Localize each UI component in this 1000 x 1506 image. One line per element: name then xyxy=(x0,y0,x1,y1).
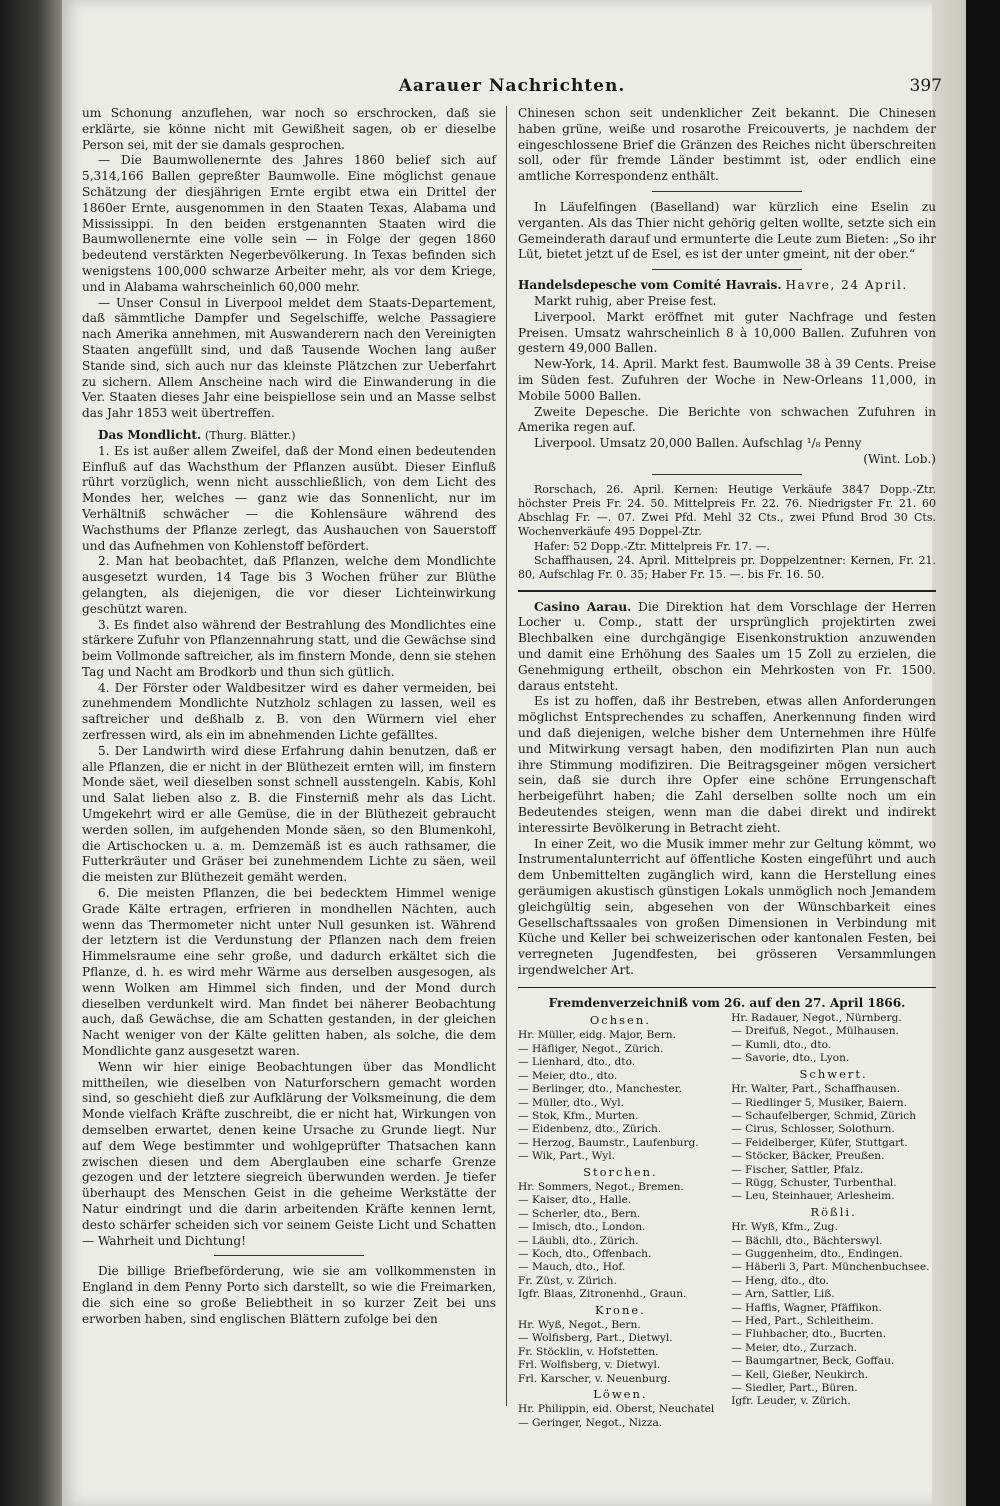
guest-entry: — Fluhbacher, dto., Bucrten. xyxy=(731,1328,886,1341)
section-divider xyxy=(652,191,802,192)
guest-entry: Hr. Philippin, eid. Oberst, Neuchatel xyxy=(518,1403,715,1416)
casino-first-paragraph xyxy=(518,600,936,695)
article-paragraph: — Unser Consul in Liverpool meldet dem Staats-Departement, daß sämmtliche Dampfer und Segelschiffe, welche Passagiere nach Amerika annehmen, mit Auswanderern nach den Vereinigten Staaten angefüllt sind, und daß Tausende Wochen lang außer Stande sind, sich auch nur das kleinste Plätzchen zur Ueberfahrt zu sichern. Allem Anscheine nach wird die Einwanderung in die Ver. Staaten dieses Jahr eine beispiellose sein und an Masse selbst das Jahr 1853 weit übertreffen. xyxy=(82,295,496,421)
market-report: Schaffhausen, 24. April. Mittelpreis pr. Doppelzentner: Kernen, Fr. 21. 80, Aufschlag Fr. 0. 35; Haber Fr. 15. —. bis Fr. 16. 50. xyxy=(518,553,936,581)
guest-entry: — Eidenbenz, dto., Zürich. xyxy=(518,1123,662,1136)
section-divider xyxy=(652,474,802,475)
guest-entry: — Hed, Part., Schleitheim. xyxy=(731,1315,874,1328)
guest-register xyxy=(518,1012,936,1430)
hotel-label: Storchen. xyxy=(583,1164,658,1179)
column-divider xyxy=(506,106,507,1406)
guest-entry: Igfr. Leuder, v. Zürich. xyxy=(731,1395,851,1408)
guest-entry: Fr. Stöcklin, v. Hofstetten. xyxy=(518,1345,659,1358)
market-report: Hafer: 52 Dopp.-Ztr. Mittelpreis Fr. 17. —. xyxy=(534,539,770,553)
guest-entry: — Guggenheim, dto., Endingen. xyxy=(731,1247,903,1260)
article-paragraph: Wenn wir hier einige Beobachtungen über das Mondlicht mittheilen, wie dieselben von Naturforschern gemacht worden sind, so geschieht dieß zur Aufklärung der Volksmeinung, die dem Monde vielfach Kräfte zuschreibt, die er nicht hat, Wirkungen von demselben erwartet, denen keine Ursache zu Grunde liegt. Nur auf dem Wege bestimmter und wohlgeprüfter Thatsachen kann zwischen diesen und dem Aberglauben eine scharfe Grenze gezogen und der letztere siegreich überwunden werden. Je tiefer überhaupt des Menschen Geist in die geheime Werkstätte der Natur eindringt und die darin arbeitenden Kräfte kennen lernt, desto schärfer scheiden sich vor seinem Geiste Licht und Schatten — Wahrheit und Dichtung! xyxy=(82,1059,496,1248)
article-paragraph: In einer Zeit, wo die Musik immer mehr zur Geltung kömmt, wo Instrumentalunterricht auf öffentliche Kosten eingeführt und auch dem Unbemittelten zugänglich wird, kann die Herstellung eines geräumigen akustisch günstigen Lokals unmöglich noch Jemandem gleichgültig sein, abgesehen von der Wünschbarkeit eines Gesellschaftssaales von großen Dimensionen in Verbindung mit Küche und Keller bei schweizerischen oder kantonalen Festen, bei verregneten Jugendfesten, bei grösseren Versammlungen irgendwelcher Art. xyxy=(518,836,936,977)
article-paragraph: um Schonung anzuflehen, war noch so erschrocken, daß sie erklärte, sie könne nicht mit Gewißheit sagen, ob er dieselbe Person sei, mit der sie damals gesprochen. xyxy=(82,106,496,152)
guest-entry: — Schaufelberger, Schmid, Zürich xyxy=(731,1109,917,1122)
guest-entry: — Herzog, Baumstr., Laufenburg. xyxy=(518,1136,699,1149)
guest-entry: — Fischer, Sattler, Pfalz. xyxy=(731,1163,864,1176)
mondlicht-heading-line xyxy=(82,428,496,444)
guest-entry: — Wik, Part., Wyl. xyxy=(518,1150,615,1163)
casino-text: Die Direktion hat dem Vorschlage der Herren Locher u. Comp., statt der ursprünglich projektirten zwei Blechbalken eine durchgängige Eisenkonstruktion anzuwenden und damit eine Erhöhung des Saales um 15 Zoll zu erzielen, die Genehmigung ertheilt, obschon ein Mehrkosten von Fr. 1500. daraus entsteht. xyxy=(518,599,936,693)
mondlicht-heading: Das Mondlicht. xyxy=(98,427,202,442)
market-line: New-York, 14. April. Markt fest. Baumwolle 38 à 39 Cents. Preise im Süden fest. Zufuhren der Woche in New-Orleans 11,000, in Mobile 5000 Ballen. xyxy=(518,357,936,403)
guest-entry: — Koch, dto., Offenbach. xyxy=(518,1247,652,1260)
guest-entry: Frl. Karscher, v. Neuenburg. xyxy=(518,1372,671,1385)
guest-entry: — Häberli 3, Part. Münchenbuchsee. xyxy=(731,1261,930,1274)
guest-entry: — Kaiser, dto., Halle. xyxy=(518,1194,632,1207)
guest-entry: — Lienhard, dto., dto. xyxy=(518,1056,636,1069)
fremden-heading-text: Fremdenverzeichniß vom 26. auf den 27. April 1866. xyxy=(548,996,906,1011)
article-paragraph: Es ist zu hoffen, daß ihr Bestreben, etwas allen Anforderungen möglichst Entsprechendes zu schaffen, Anerkennung finden wird und daß diejenigen, welche bisher dem Unternehmen ihre Hülfe und Mitwirkung versagt haben, den modifizirten Plan nun auch ihre Stimmung modifiziren. Die Beitragsgeiner mögen versichert sein, daß sie durch ihre Opfer eine schöne Errungenschaft herbeigeführt haben; die Zahl derselben sollte noch um ein Bedeutendes steigen, wenn man die dabei direkt und indirekt interessirte Bevölkerung in Betracht zieht. xyxy=(518,694,936,835)
right-column xyxy=(518,106,936,1430)
guest-entry: — Cirus, Schlosser, Solothurn. xyxy=(731,1123,895,1136)
guest-entry: — Siedler, Part., Büren. xyxy=(731,1382,858,1395)
register-right-column xyxy=(731,1012,936,1430)
guest-entry: Hr. Sommers, Negot., Bremen. xyxy=(518,1180,684,1193)
guest-entry: — Bächli, dto., Bächterswyl. xyxy=(731,1234,883,1247)
guest-entry: — Imisch, dto., London. xyxy=(518,1221,646,1234)
guest-entry: — Mauch, dto., Hof. xyxy=(518,1261,626,1274)
market-line: Liverpool. Markt eröffnet mit guter Nachfrage und festen Preisen. Umsatz wahrscheinlich 8 à 10,000 Ballen. Zufuhren von gestern 49,000 Ballen. xyxy=(518,309,936,356)
guest-entry: — Kumli, dto., dto. xyxy=(731,1038,832,1051)
handel-heading: Handelsdepesche vom Comité Havrais. xyxy=(518,278,782,293)
left-column xyxy=(82,106,496,1328)
hotel-label: Ochsen. xyxy=(589,1013,651,1028)
page-header xyxy=(82,76,942,104)
guest-entry: Hr. Radauer, Negot., Nürnberg. xyxy=(731,1012,902,1025)
article-paragraph: 4. Der Förster oder Waldbesitzer wird es daher vermeiden, bei zunehmendem Mondlichte Nutzholz schlagen zu lassen, weil es saftreicher und deßhalb z. B. von den Würmern viel eher zerfressen wird, als ein im abnehmenden Lichte gefälltes. xyxy=(82,680,496,743)
guest-entry: — Stok, Kfm., Murten. xyxy=(518,1109,639,1122)
article-paragraph: Die billige Briefbeförderung, wie sie am vollkommensten in England in dem Penny Porto sich darstellt, so wie die Freimarken, die sich eine so große Beliebtheit in so kurzer Zeit bei uns erworben haben, sind englischen Blättern zufolge bei den xyxy=(82,1264,496,1326)
section-rule xyxy=(518,590,936,592)
guest-entry: — Riedlinger 5, Musiker, Baiern. xyxy=(731,1096,907,1109)
newspaper-title: Aarauer Nachrichten. xyxy=(398,76,626,96)
market-line: Markt ruhig, aber Preise fest. xyxy=(534,293,717,308)
register-left-column xyxy=(518,1012,723,1430)
casino-heading: Casino Aarau. xyxy=(534,599,632,614)
article-paragraph: 6. Die meisten Pflanzen, die bei bedecktem Himmel wenige Grade Kälte ertragen, erfrieren in mondhellen Nächten, auch wenn das Thermometer nicht unter Null gesunken ist. Während der letztern ist die Verdunstung der Pflanzen nach dem freien Himmelsraume eine sehr große, und dadurch erkältet sich die Pflanze, d. h. es wird mehr Wärme aus derselben ausgesogen, als wenn Wolken am Himmel sich finden, und der Mond durch dieselben verdunkelt wird. Man findet bei näherer Beobachtung auch, daß Gewächse, die am Schatten gestanden, in der gleichen Nacht weniger von der Kälte gelitten haben, als solche, die dem Mondlichte ganz ausgesetzt waren. xyxy=(82,886,496,1059)
mondlicht-source: (Thurg. Blätter.) xyxy=(205,428,296,442)
guest-entry: — Stöcker, Bäcker, Preußen. xyxy=(731,1150,885,1163)
page-number: 397 xyxy=(909,76,942,96)
guest-entry: Igfr. Blaas, Zitronenhd., Graun. xyxy=(518,1288,687,1301)
guest-entry: — Geringer, Negot., Nizza. xyxy=(518,1416,663,1429)
hotel-label: Rößli. xyxy=(810,1204,857,1219)
guest-entry: — Arn, Sattler, Liß. xyxy=(731,1288,835,1301)
article-paragraph: 3. Es findet also während der Bestrahlung des Mondlichtes eine stärkere Zufuhr von Pflanzennahrung statt, und die Gewächse sind beim Vollmonde saftreicher, als im finstern Monde, denn sie stehen Tag und Nacht am Brodkorb und thun sich gütlich. xyxy=(82,617,496,679)
article-paragraph: 2. Man hat beobachtet, daß Pflanzen, welche dem Mondlichte ausgesetzt wurden, 14 Tage bis 3 Wochen früher zur Blüthe gelangten, als diejenigen, die vor dieser Lichteinwirkung geschützt waren. xyxy=(82,554,496,616)
guest-entry: — Feidelberger, Küfer, Stuttgart. xyxy=(731,1136,908,1149)
page-margin-strip xyxy=(932,0,966,1506)
guest-entry: — Läubli, dto., Zürich. xyxy=(518,1234,639,1247)
section-divider xyxy=(214,1255,364,1256)
article-paragraph: Chinesen schon seit undenklicher Zeit bekannt. Die Chinesen haben grüne, weiße und rosarothe Freicouverts, je nachdem der eingeschlossene Brief die Gränzen des Reiches nicht überschreiten soll, oder für fremde Länder bestimmt ist, oder endlich eine amtliche Korrespondenz enthält. xyxy=(518,106,936,184)
article-paragraph: 1. Es ist außer allem Zweifel, daß der Mond einen bedeutenden Einfluß auf das Wachsthum der Pflanzen ausübt. Dieser Einfluß rührt vorzüglich, wenn nicht ausschließlich, von dem Licht des Mondes her, welches — ganz wie das Sonnenlicht, nur im Verhältniß schwächer — die Kohlensäure während des Wachsthums der Pflanze zerlegt, das Aushauchen von Sauerstoff und das Aufnehmen von Kohlenstoff befördert. xyxy=(82,443,496,553)
guest-entry: — Wolfisberg, Part., Dietwyl. xyxy=(518,1332,673,1345)
guest-entry: Hr. Walter, Part., Schaffhausen. xyxy=(731,1083,900,1096)
handel-source: (Wint. Lob.) xyxy=(863,451,936,466)
article-paragraph: In Läufelfingen (Baselland) war kürzlich eine Eselin zu verganten. Als das Thier nicht gehörig gelten wollte, setzte sich ein Gemeinderath darauf und ermunterte die Leute zum Bieten: „So ihr Lüt, bietet jetzt uf de Esel, es ist der unter gmeint, nit der ober.“ xyxy=(518,199,937,262)
section-divider xyxy=(652,269,802,270)
section-rule xyxy=(518,987,936,989)
guest-entry: — Häfliger, Negot., Zürich. xyxy=(518,1042,664,1055)
handel-place-date: Havre, 24 April. xyxy=(785,278,908,293)
guest-entry: — Leu, Steinhauer, Arlesheim. xyxy=(731,1190,895,1203)
guest-entry: — Heng, dto., dto. xyxy=(731,1274,829,1287)
guest-entry: — Savorie, dto., Lyon. xyxy=(731,1052,850,1065)
guest-entry: — Dreifuß, Negot., Mülhausen. xyxy=(731,1025,899,1038)
guest-entry: Hr. Wyß, Negot., Bern. xyxy=(518,1319,641,1332)
market-report: Rorschach, 26. April. Kernen: Heutige Verkäufe 3847 Dopp.-Ztr. höchster Preis Fr. 24. 50. Mittelpreis Fr. 22. 76. Niedrigster Fr. 21. 60 Abschlag Fr. —. 07. Zwei Pfd. Mehl 32 Cts., zwei Pfund Brod 30 Cts. Wochenverkäufe 495 Doppel-Ztr. xyxy=(518,482,936,539)
hotel-label: Schwert. xyxy=(799,1066,868,1081)
article-paragraph: — Die Baumwollenernte des Jahres 1860 belief sich auf 5,314,166 Ballen gepreßter Baumwolle. Eine möglichst genaue Schätzung der diesjährigen Ernte ergibt etwa ein Drittel der 1860er Ernte, ausgenommen in den Staaten Texas, Alabama und Mississippi. In den beiden erstgenannten Staaten wird die Baumwollenernte eine volle sein — in Folge der gegen 1860 bedeutend verstärkten Negerbevölkerung. In Texas befinden sich wenigstens 100,000 schwarze Arbeiter mehr, als vor dem Kriege, und in Alabama wahrscheinlich 60,000 mehr. xyxy=(82,153,496,294)
guest-entry: — Müller, dto., Wyl. xyxy=(518,1096,625,1109)
guest-entry: — Haffis, Wagner, Pfäffikon. xyxy=(731,1301,882,1314)
guest-entry: — Baumgartner, Beck, Goffau. xyxy=(731,1355,895,1368)
newspaper-page xyxy=(62,0,966,1506)
hotel-label: Krone. xyxy=(594,1302,646,1317)
guest-entry: — Meier, dto., Zurzach. xyxy=(731,1341,858,1354)
guest-entry: Hr. Wyß, Kfm., Zug. xyxy=(731,1221,838,1234)
guest-entry: — Scherler, dto., Bern. xyxy=(518,1207,641,1220)
handel-heading-line xyxy=(518,278,936,294)
market-line: Zweite Depesche. Die Berichte von schwachen Zufuhren in Amerika regen auf. xyxy=(518,404,936,435)
market-line: Liverpool. Umsatz 20,000 Ballen. Aufschlag ¹/₈ Penny xyxy=(534,436,862,451)
guest-entry: Frl. Wolfisberg, v. Dietwyl. xyxy=(518,1359,661,1372)
guest-entry: Fr. Züst, v. Zürich. xyxy=(518,1274,617,1287)
guest-entry: Hr. Müller, eidg. Major, Bern. xyxy=(518,1029,676,1042)
article-paragraph: 5. Der Landwirth wird diese Erfahrung dahin benutzen, daß er alle Pflanzen, die er nicht in der Blüthezeit ernten will, im finstern Monde säet, weil dieselben sonst schnell ausstengeln. Kabis, Kohl und Salat lieben also z. B. die Finsterniß mehr als das Licht. Umgekehrt wird er alle Gemüse, die in der Blüthezeit gebraucht werden sollen, im aufgehenden Monde säen, so den Blumenkohl, die Artischocken u. a. m. Demzemäß ist es auch rathsamer, die Futterkräuter und Gräser bei zunehmendem Lichte zu säen, weil die meisten zur Blüthezeit gemäht werden. xyxy=(82,743,496,885)
guest-entry: — Kell, Gießer, Neukirch. xyxy=(731,1368,869,1381)
fremden-heading xyxy=(518,996,936,1012)
guest-entry: — Meier, dto., dto. xyxy=(518,1069,618,1082)
guest-entry: — Rügg, Schuster, Turbenthal. xyxy=(731,1176,897,1189)
hotel-label: Löwen. xyxy=(593,1387,648,1402)
guest-entry: — Berlinger, dto., Manchester. xyxy=(518,1083,682,1096)
scan-binding-edge xyxy=(0,0,62,1506)
